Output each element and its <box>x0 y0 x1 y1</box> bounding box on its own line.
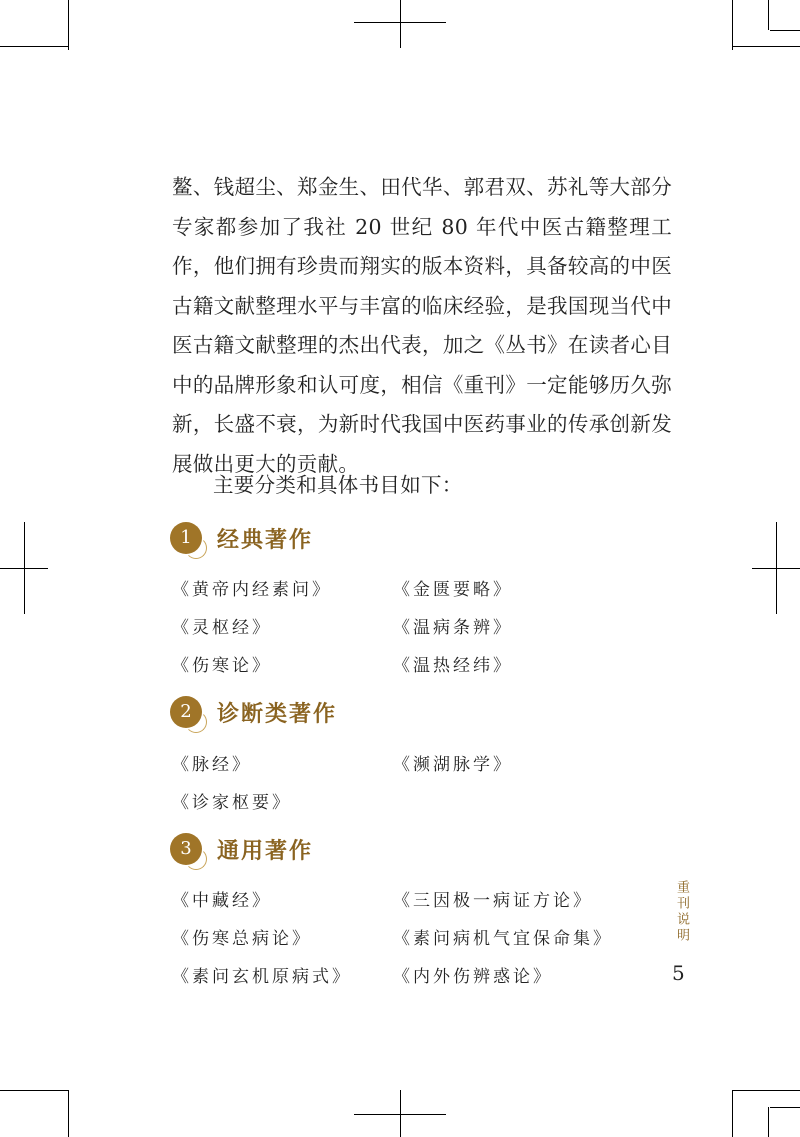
book-title: 《脉经》 <box>172 755 252 775</box>
section-title: 诊断类著作 <box>217 700 338 727</box>
book-title: 《温热经纬》 <box>393 656 513 676</box>
book-title: 《濒湖脉学》 <box>393 755 513 775</box>
book-title: 《中藏经》 <box>172 891 272 911</box>
book-title: 《素问玄机原病式》 <box>172 967 352 987</box>
running-header-label: 重刊说明 <box>674 880 689 944</box>
book-title: 《温病条辨》 <box>393 618 513 638</box>
book-title: 《灵枢经》 <box>172 618 272 638</box>
body-paragraph: 鳌、钱超尘、郑金生、田代华、郭君双、苏礼等大部分专家都参加了我社 20 世纪 80 年代中医古籍整理工作，他们拥有珍贵而翔实的版本资料，具备较高的中医古籍文献整理水平与丰富的临床经验，是我国现当代中医古籍文献整理的杰出代表，加之《丛书》在读者心目中的品牌形象和认可度，相信《重刊》一定能够历久弥新，长盛不衰，为新时代我国中医药事业的传承创新发展做出更大的贡献。 <box>172 175 672 476</box>
section-number-badge: 3 <box>170 833 202 865</box>
book-title: 《内外伤辨惑论》 <box>393 967 553 987</box>
book-title: 《素问病机气宜保命集》 <box>393 929 613 949</box>
book-title: 《黄帝内经素问》 <box>172 580 332 600</box>
section-heading-diagnostics <box>170 692 337 732</box>
section-heading-classics <box>170 518 313 558</box>
book-title: 《伤寒论》 <box>172 656 272 676</box>
section-title: 通用著作 <box>217 837 314 864</box>
list-intro: 主要分类和具体书目如下： <box>213 473 463 497</box>
book-title: 《金匮要略》 <box>393 580 513 600</box>
page-number: 5 <box>672 961 685 985</box>
book-title: 《诊家枢要》 <box>172 793 292 813</box>
section-title: 经典著作 <box>217 526 314 553</box>
book-title: 《三因极一病证方论》 <box>393 891 593 911</box>
section-heading-general <box>170 829 313 869</box>
section-number-badge: 1 <box>170 522 202 554</box>
book-title: 《伤寒总病论》 <box>172 929 312 949</box>
section-number-badge: 2 <box>170 696 202 728</box>
